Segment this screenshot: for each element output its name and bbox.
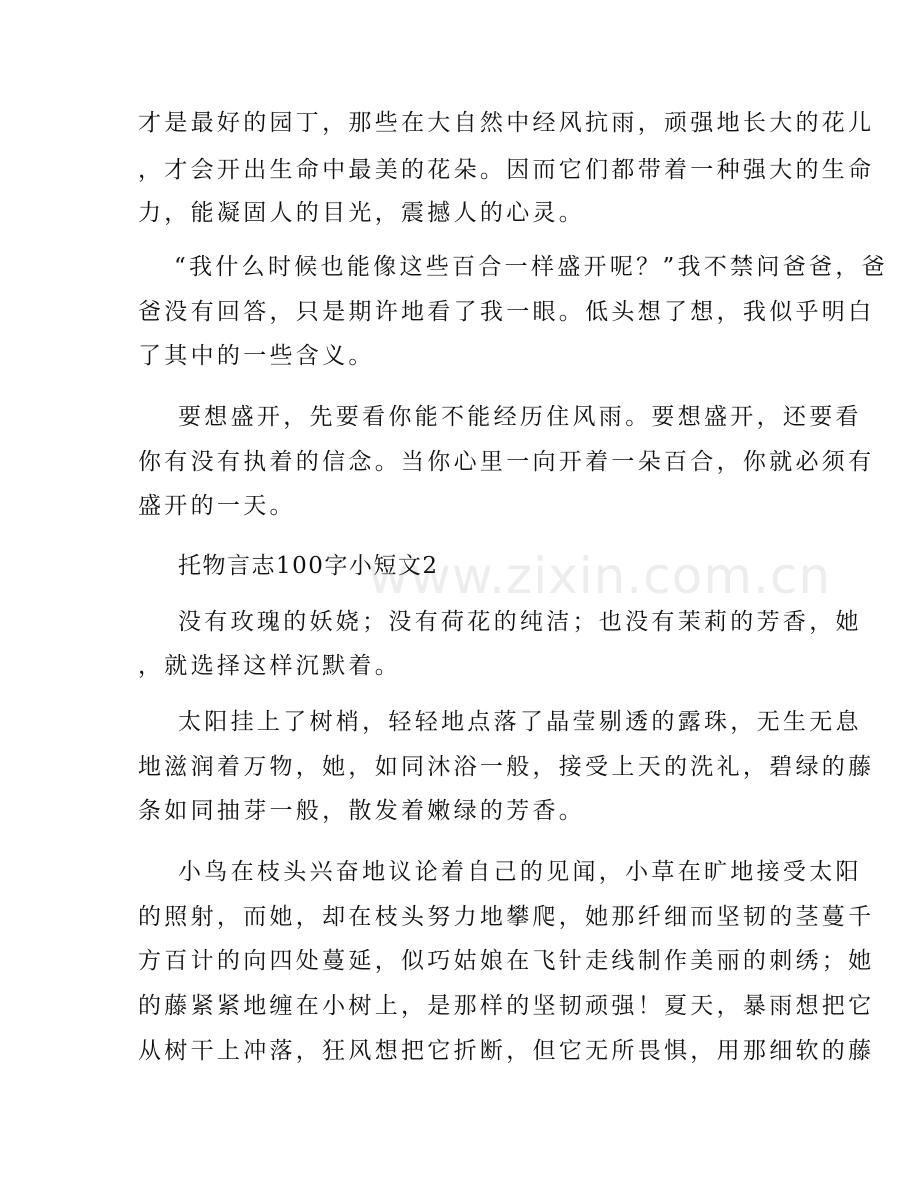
text-line: 你有没有执着的信念。当你心里一向开着一朵百合，你就必须有 bbox=[138, 449, 875, 475]
text-line: 力，能凝固人的目光，震撼人的心灵。 bbox=[138, 200, 586, 226]
text-line: 从树干上冲落，狂风想把它折断，但它无所畏惧，用那细软的藤 bbox=[138, 1038, 875, 1064]
text-line: 小鸟在枝头兴奋地议论着自己的见闻，小草在旷地接受太阳 bbox=[178, 859, 862, 885]
text-line: 要想盛开，先要看你能不能经历住风雨。要想盛开，还要看 bbox=[178, 404, 862, 430]
section-heading: 托物言志100字小短文2 bbox=[178, 553, 439, 579]
text-line: “我什么时候也能像这些百合一样盛开呢？”我不禁问爸爸，爸 bbox=[174, 254, 888, 280]
text-line: ，才会开出生命中最美的花朵。因而它们都带着一种强大的生命 bbox=[138, 157, 875, 183]
text-line: ，就选择这样沉默着。 bbox=[138, 653, 401, 679]
text-line: 没有玫瑰的妖娆；没有荷花的纯洁；也没有茉莉的芳香，她 bbox=[178, 609, 862, 635]
text-line: 条如同抽芽一般，散发着嫩绿的芳香。 bbox=[138, 798, 586, 824]
watermark: www.zixin.com.cn bbox=[368, 547, 832, 605]
text-line: 才是最好的园丁，那些在大自然中经风抗雨，顽强地长大的花儿 bbox=[138, 110, 875, 136]
text-line: 的照射，而她，却在枝头努力地攀爬，她那纤细而坚韧的茎蔓千 bbox=[138, 904, 875, 930]
text-line: 盛开的一天。 bbox=[138, 493, 296, 519]
text-line: 了其中的一些含义。 bbox=[138, 343, 375, 369]
text-line: 方百计的向四处蔓延，似巧姑娘在飞针走线制作美丽的刺绣；她 bbox=[138, 948, 875, 974]
text-line: 的藤紧紧地缠在小树上，是那样的坚韧顽强！夏天，暴雨想把它 bbox=[138, 993, 875, 1019]
text-line: 爸没有回答，只是期许地看了我一眼。低头想了想，我似乎明白 bbox=[138, 299, 875, 325]
text-line: 地滋润着万物，她，如同沐浴一般，接受上天的洗礼，碧绿的藤 bbox=[138, 754, 875, 780]
text-line: 太阳挂上了树梢，轻轻地点落了晶莹剔透的露珠，无生无息 bbox=[178, 709, 862, 735]
